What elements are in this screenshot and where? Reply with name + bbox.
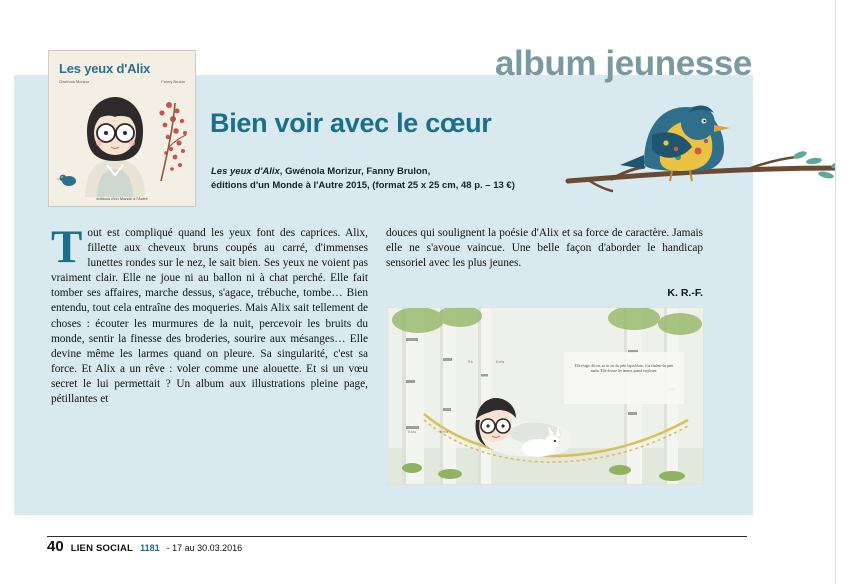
body-column-right	[386, 226, 703, 271]
cover-title: Les yeux d'Alix	[59, 61, 151, 76]
book-cover-artwork	[49, 85, 195, 197]
illustration-note-bottom-left: Il a lu	[408, 430, 417, 434]
body-text-right: douces qui soulignent la poésie d'Alix et sa force de caractère. Jamais elle ne s'avoue vaincue. Une belle façon d'aborder le handicap sensoriel avec les plus jeunes.	[386, 227, 703, 270]
page-number: 40	[47, 538, 64, 555]
section-heading: album jeunesse	[494, 44, 752, 83]
illustration-note-top-right: Il m'a	[496, 360, 504, 364]
cover-author-left: Gwénola Morizur	[59, 79, 90, 84]
cover-credits	[59, 79, 185, 84]
illustration-caption: Elle réagit, dit-on, au tic tac du petit lapin blanc, à la chaleur du petit matin. Elle devine les larmes quand on pleure.	[574, 364, 674, 374]
book-reference-edition: éditions d'un Monde à l'Autre 2015, (format 25 x 25 cm, 48 p. – 13 €)	[211, 179, 515, 191]
issue-number: 1181	[140, 543, 160, 553]
book-reference-title: Les yeux d'Alix	[211, 166, 280, 177]
body-text-left: out est compliqué quand les yeux font des caprices. Alix, fillette aux cheveux bruns coupés au carré, d'immenses lunettes rondes sur le nez, le sait bien. Ses yeux ne voient pas vraiment clair. Elle ne joue ni au ballon ni à chat perché. Elle fait tomber ses affaires, marche dessus, s'agace, trébuche, tombe… Bien entendu, tout cela entraîne des moqueries. Mais Alix sait tellement de choses : écouter les murmures de la nuit, percevoir les bruits du monde, sentir la finesse des broderies, sourire aux mésanges… Elle devine même les larmes quand on pleure. Sa singularité, c'est sa force. Et Alix a un rêve : voler comme une alouette. Et si un vœu secret le lui permettait ? Un album aux illustrations pleine page, pétillantes et	[51, 227, 368, 406]
book-reference	[211, 165, 541, 192]
book-cover	[48, 50, 196, 207]
illustration-note-bottom-right: Il m'a	[440, 430, 448, 434]
cover-author-right: Fanny Brulon	[161, 79, 185, 84]
body-column-left	[51, 221, 368, 407]
illustration-note-top-left: Il a	[468, 360, 473, 364]
bird-illustration	[548, 95, 846, 220]
page-right-edge	[835, 0, 846, 584]
page-footer	[47, 538, 242, 555]
book-reference-authors: , Gwénola Morizur, Fanny Brulon,	[279, 166, 431, 177]
inner-illustration-artwork	[388, 308, 703, 484]
footer-divider	[47, 536, 747, 537]
issue-date: - 17 au 30.03.2016	[166, 543, 243, 553]
cover-publisher: éditions d'un Monde à l'Autre	[96, 196, 148, 201]
article-byline: K. R.-F.	[667, 287, 703, 299]
inner-illustration	[387, 307, 704, 485]
magazine-name: LIEN SOCIAL	[70, 543, 134, 554]
drop-cap: T	[51, 221, 83, 273]
bird-illustration-artwork	[548, 95, 846, 220]
article-title: Bien voir avec le cœur	[210, 108, 492, 138]
